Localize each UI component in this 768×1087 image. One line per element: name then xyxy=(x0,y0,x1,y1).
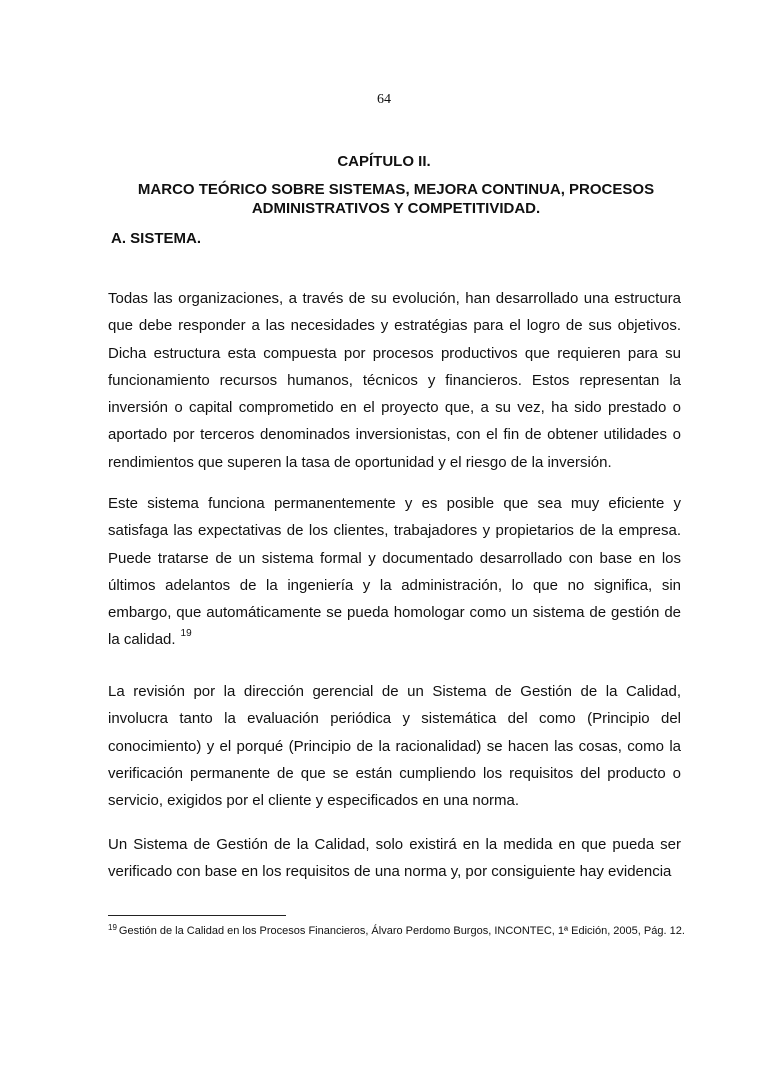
paragraph-2-text: Este sistema funciona permanentemente y es posible que sea muy eficiente y satisfaga las expectativas de los clientes, trabajadores y propietarios de la empresa. Puede tratarse de un sistema formal y documentado desarrollado con base en los últimos adelantos de la ingeniería y la administración, lo que no significa, sin embargo, que automáticamente se pueda homologar como un sistema de gestión de la calidad. xyxy=(108,495,681,649)
paragraph-3: La revisión por la dirección gerencial de un Sistema de Gestión de la Calidad, involucra tanto la evaluación periódica y sistemática del como (Principio del conocimiento) y el porqué (Principio de la racionalidad) se hacen las cosas, como la verificación permanente de que se están cumpliendo los requisitos del producto o servicio, exigidos por el cliente y especificados en una norma. xyxy=(108,683,681,810)
footnote-marker: 19 xyxy=(108,923,117,932)
chapter-title: MARCO TEÓRICO SOBRE SISTEMAS, MEJORA CONTINUA, PROCESOS ADMINISTRATIVOS Y COMPETITIVIDAD. xyxy=(137,181,655,217)
footnote-text: Gestión de la Calidad en los Procesos Financieros, Álvaro Perdomo Burgos, INCONTEC, 1ª Edición, 2005, Pág. 12. xyxy=(118,925,685,937)
paragraph-2 xyxy=(108,490,681,654)
page-number: 64 xyxy=(377,92,391,107)
chapter-label: CAPÍTULO II. xyxy=(337,153,431,170)
paragraph-4: Un Sistema de Gestión de la Calidad, solo existirá en la medida en que pueda ser verificado con base en los requisitos de una norma y, por consiguiente hay evidencia xyxy=(108,836,681,881)
section-heading: A. SISTEMA. xyxy=(111,230,202,247)
footnote xyxy=(108,924,688,939)
footnote-separator xyxy=(108,915,286,916)
paragraph-1: Todas las organizaciones, a través de su evolución, han desarrollado una estructura que debe responder a las necesidades y estratégias para el logro de sus objetivos. Dicha estructura esta compuesta por procesos productivos que requieren para su funcionamiento recursos humanos, técnicos y financieros. Estos representan la inversión o capital comprometido en el proyecto que, a su vez, ha sido prestado o aportado por terceros denominados inversionistas, con el fin de obtener utilidades o rendimientos que superen la tasa de oportunidad y el riesgo de la inversión. xyxy=(108,290,681,471)
footnote-reference[interactable]: 19 xyxy=(180,628,192,640)
